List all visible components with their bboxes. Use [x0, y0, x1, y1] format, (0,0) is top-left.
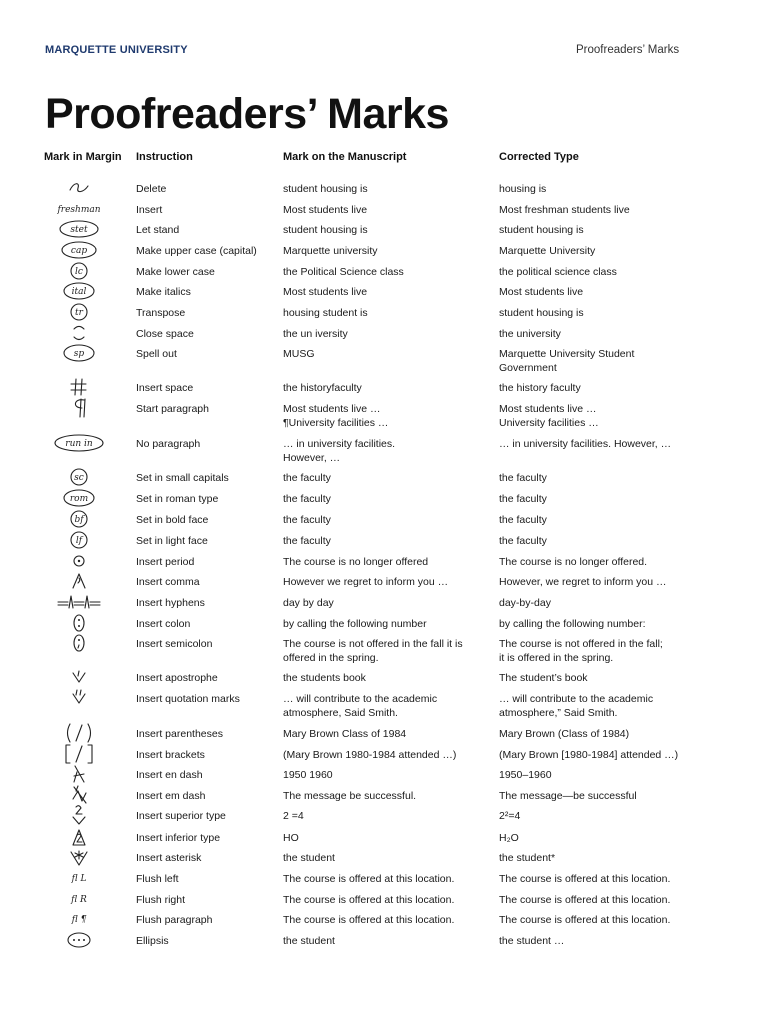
manuscript-cell: [283, 471, 483, 485]
corrected-cell: [499, 575, 699, 589]
superior-mark-icon: [40, 803, 118, 827]
corrected-text: The course is offered at this location.: [499, 894, 671, 906]
instruction-text: Set in bold face: [136, 514, 209, 526]
manuscript-cell: [283, 748, 483, 762]
corrected-cell: [499, 492, 699, 506]
manuscript-text: student housing is: [283, 183, 368, 195]
corrected-text: the political science class: [499, 266, 617, 278]
corrected-text-line2: Government: [499, 362, 557, 374]
corrected-cell: [499, 692, 699, 720]
corrected-cell: [499, 306, 699, 320]
svg-text:rom: rom: [69, 494, 89, 504]
manuscript-text: the historyfaculty: [283, 382, 362, 394]
manuscript-cell: [283, 492, 483, 506]
corrected-text: Marquette University: [499, 245, 596, 257]
manuscript-cell: [283, 285, 483, 299]
corrected-text: housing is: [499, 183, 547, 195]
manuscript-cell: [283, 692, 483, 720]
manuscript-text: Most students live …: [283, 403, 381, 415]
manuscript-text: The message be successful.: [283, 790, 417, 802]
svg-text:cap: cap: [70, 246, 88, 256]
instruction-text: Delete: [136, 183, 167, 195]
instruction-text: Insert asterisk: [136, 852, 202, 864]
svg-text:fl ¶: fl ¶: [71, 915, 87, 925]
manuscript-cell: [283, 347, 483, 361]
instruction-text: Insert parentheses: [136, 728, 223, 740]
instruction-text: Insert inferior type: [136, 832, 221, 844]
manuscript-cell: [283, 244, 483, 258]
instruction-text: Insert hyphens: [136, 597, 205, 609]
corrected-text: Most students live: [499, 286, 584, 298]
manuscript-cell: [283, 402, 483, 430]
manuscript-cell: [283, 327, 483, 341]
corrected-text: the faculty: [499, 514, 547, 526]
corrected-cell: [499, 347, 699, 375]
manuscript-text: 1950 1960: [283, 769, 333, 781]
corrected-cell: [499, 617, 699, 631]
manuscript-text: the student: [283, 852, 335, 864]
manuscript-text: Most students live: [283, 204, 368, 216]
svg-text:lc: lc: [75, 267, 83, 277]
manuscript-text: the Political Science class: [283, 266, 404, 278]
corrected-text: the history faculty: [499, 382, 581, 394]
manuscript-text: the student: [283, 935, 335, 947]
corrected-cell: [499, 471, 699, 485]
manuscript-cell: [283, 893, 483, 907]
manuscript-text-line2: offered in the spring.: [283, 652, 379, 664]
manuscript-text: the un iversity: [283, 328, 348, 340]
corrected-text: the student …: [499, 935, 565, 947]
corrected-cell: [499, 851, 699, 865]
corrected-cell: [499, 831, 699, 845]
manuscript-text: Marquette university: [283, 245, 378, 257]
corrected-cell: [499, 789, 699, 803]
column-header-corrected: Corrected Type: [499, 151, 579, 163]
manuscript-text: housing student is: [283, 307, 368, 319]
manuscript-cell: [283, 934, 483, 948]
corrected-text: The student’s book: [499, 672, 588, 684]
corrected-cell: [499, 513, 699, 527]
manuscript-text: However we regret to inform you …: [283, 576, 449, 588]
manuscript-text: The course is not offered in the fall it is: [283, 638, 463, 650]
manuscript-cell: [283, 203, 483, 217]
corrected-cell: [499, 285, 699, 299]
instruction-text: Insert comma: [136, 576, 200, 588]
manuscript-cell: [283, 555, 483, 569]
column-header-mark: Mark in Margin: [44, 151, 122, 163]
svg-text:freshman: freshman: [57, 205, 101, 215]
corrected-text: the university: [499, 328, 561, 340]
instruction-text: Insert superior type: [136, 810, 226, 822]
manuscript-text: The course is no longer offered: [283, 556, 429, 568]
corrected-text: day-by-day: [499, 597, 551, 609]
svg-text:stet: stet: [70, 225, 88, 235]
instruction-text: Insert brackets: [136, 749, 205, 761]
instruction-text: Insert space: [136, 382, 194, 394]
corrected-cell: [499, 727, 699, 741]
manuscript-cell: [283, 265, 483, 279]
corrected-cell: [499, 555, 699, 569]
corrected-cell: [499, 596, 699, 610]
manuscript-cell: [283, 831, 483, 845]
manuscript-cell: [283, 575, 483, 589]
manuscript-text: The course is offered at this location.: [283, 894, 455, 906]
corrected-cell: [499, 934, 699, 948]
quotation-mark-icon: [40, 686, 118, 710]
corrected-text: by calling the following number:: [499, 618, 646, 630]
svg-text:tr: tr: [75, 308, 83, 318]
instruction-text: Insert en dash: [136, 769, 203, 781]
ellipsis-mark-icon: [40, 928, 118, 952]
instruction-text: Set in roman type: [136, 493, 219, 505]
semicolon-mark-icon: [40, 631, 118, 655]
corrected-text: Marquette University Student: [499, 348, 635, 360]
svg-text:run in: run in: [65, 439, 93, 449]
manuscript-text: the faculty: [283, 535, 331, 547]
manuscript-text: day by day: [283, 597, 334, 609]
corrected-cell: [499, 244, 699, 258]
column-header-manuscript: Mark on the Manuscript: [283, 151, 407, 163]
manuscript-cell: [283, 727, 483, 741]
corrected-cell: [499, 913, 699, 927]
manuscript-cell: [283, 223, 483, 237]
manuscript-text: … will contribute to the academic: [283, 693, 438, 705]
corrected-text: Most students live …: [499, 403, 597, 415]
instruction-text: Make italics: [136, 286, 191, 298]
instruction-text: Insert em dash: [136, 790, 206, 802]
corrected-text: The course is not offered in the fall;: [499, 638, 663, 650]
corrected-text: The course is offered at this location.: [499, 873, 671, 885]
corrected-text: student housing is: [499, 307, 584, 319]
corrected-cell: [499, 748, 699, 762]
spell-out-mark-icon: [40, 341, 118, 365]
svg-text:ital: ital: [71, 287, 87, 297]
corrected-text: (Mary Brown [1980-1984] attended …): [499, 749, 679, 761]
instruction-text: Insert quotation marks: [136, 693, 240, 705]
corrected-text: student housing is: [499, 224, 584, 236]
corrected-text: the faculty: [499, 493, 547, 505]
corrected-text: the student*: [499, 852, 556, 864]
corrected-text: Most freshman students live: [499, 204, 630, 216]
manuscript-text: 2 =4: [283, 810, 304, 822]
instruction-text: Make upper case (capital): [136, 245, 257, 257]
corrected-text: … in university facilities. However, …: [499, 438, 672, 450]
svg-text:sp: sp: [73, 349, 85, 359]
manuscript-text: the students book: [283, 672, 366, 684]
corrected-text: The course is no longer offered.: [499, 556, 648, 568]
manuscript-text: the faculty: [283, 493, 331, 505]
manuscript-text-line2: ¶University facilities …: [283, 417, 389, 429]
instruction-text: Insert: [136, 204, 163, 216]
corrected-cell: [499, 893, 699, 907]
corrected-cell: [499, 182, 699, 196]
manuscript-cell: [283, 768, 483, 782]
manuscript-text: by calling the following number: [283, 618, 427, 630]
page-title: Proofreaders’ Marks: [45, 90, 449, 138]
instruction-text: Insert semicolon: [136, 638, 213, 650]
manuscript-text: the faculty: [283, 514, 331, 526]
manuscript-text: The course is offered at this location.: [283, 873, 455, 885]
manuscript-cell: [283, 809, 483, 823]
instruction-text: Flush right: [136, 894, 186, 906]
instruction-text: Let stand: [136, 224, 180, 236]
manuscript-cell: [283, 182, 483, 196]
manuscript-cell: [283, 872, 483, 886]
instruction-text: Close space: [136, 328, 194, 340]
corrected-text-line2: atmosphere,” Said Smith.: [499, 707, 618, 719]
run-in-mark-icon: [40, 431, 118, 455]
manuscript-cell: [283, 381, 483, 395]
instruction-text: Flush paragraph: [136, 914, 213, 926]
manuscript-text: Most students live: [283, 286, 368, 298]
manuscript-text: (Mary Brown 1980-1984 attended …): [283, 749, 457, 761]
manuscript-text: student housing is: [283, 224, 368, 236]
corrected-cell: [499, 872, 699, 886]
manuscript-cell: [283, 913, 483, 927]
corrected-text-line2: University facilities …: [499, 417, 599, 429]
instruction-text: Insert colon: [136, 618, 191, 630]
column-header-instruction: Instruction: [136, 151, 193, 163]
instruction-text: Set in light face: [136, 535, 208, 547]
corrected-text: … will contribute to the academic: [499, 693, 654, 705]
corrected-cell: [499, 809, 699, 823]
corrected-text: Mary Brown (Class of 1984): [499, 728, 630, 740]
svg-text:fl L: fl L: [71, 874, 87, 884]
corrected-cell: [499, 402, 699, 430]
corrected-text: 2²=4: [499, 810, 521, 822]
corrected-cell: [499, 768, 699, 782]
corrected-text: The course is offered at this location.: [499, 914, 671, 926]
corrected-cell: [499, 437, 699, 451]
corrected-text: the faculty: [499, 472, 547, 484]
corrected-cell: [499, 223, 699, 237]
instruction-text: Make lower case: [136, 266, 215, 278]
manuscript-cell: [283, 851, 483, 865]
corrected-cell: [499, 265, 699, 279]
manuscript-cell: [283, 437, 483, 465]
svg-text:lf: lf: [75, 536, 83, 546]
manuscript-text: MUSG: [283, 348, 315, 360]
instruction-text: Spell out: [136, 348, 177, 360]
corrected-cell: [499, 327, 699, 341]
instruction-text: Transpose: [136, 307, 186, 319]
corrected-cell: [499, 671, 699, 685]
instruction-text: Start paragraph: [136, 403, 209, 415]
svg-text:sc: sc: [74, 473, 84, 483]
paragraph-mark-icon: [40, 396, 118, 420]
manuscript-text: HO: [283, 832, 299, 844]
corrected-text: 1950–1960: [499, 769, 552, 781]
corrected-text: the faculty: [499, 535, 547, 547]
instruction-text: No paragraph: [136, 438, 201, 450]
instruction-text: Insert period: [136, 556, 195, 568]
manuscript-cell: [283, 671, 483, 685]
manuscript-cell: [283, 306, 483, 320]
corrected-cell: [499, 637, 699, 665]
manuscript-text: the faculty: [283, 472, 331, 484]
corrected-cell: [499, 381, 699, 395]
manuscript-cell: [283, 513, 483, 527]
instruction-text: Flush left: [136, 873, 179, 885]
university-name: MARQUETTE UNIVERSITY: [45, 44, 188, 56]
manuscript-text: The course is offered at this location.: [283, 914, 455, 926]
manuscript-cell: [283, 637, 483, 665]
manuscript-text: … in university facilities.: [283, 438, 396, 450]
corrected-text-line2: it is offered in the spring.: [499, 652, 614, 664]
corrected-text: However, we regret to inform you …: [499, 576, 667, 588]
svg-text:fl R: fl R: [71, 895, 87, 905]
corrected-cell: [499, 203, 699, 217]
header-section-title: Proofreaders’ Marks: [576, 44, 680, 56]
manuscript-cell: [283, 617, 483, 631]
manuscript-cell: [283, 534, 483, 548]
corrected-cell: [499, 534, 699, 548]
svg-text:bf: bf: [74, 515, 84, 525]
instruction-text: Insert apostrophe: [136, 672, 218, 684]
manuscript-text-line2: However, …: [283, 452, 341, 464]
manuscript-text-line2: atmosphere, Said Smith.: [283, 707, 398, 719]
instruction-text: Set in small capitals: [136, 472, 229, 484]
corrected-text: The message—be successful: [499, 790, 637, 802]
manuscript-text: Mary Brown Class of 1984: [283, 728, 407, 740]
corrected-text: H₂O: [499, 832, 519, 844]
manuscript-cell: [283, 789, 483, 803]
manuscript-cell: [283, 596, 483, 610]
instruction-text: Ellipsis: [136, 935, 169, 947]
